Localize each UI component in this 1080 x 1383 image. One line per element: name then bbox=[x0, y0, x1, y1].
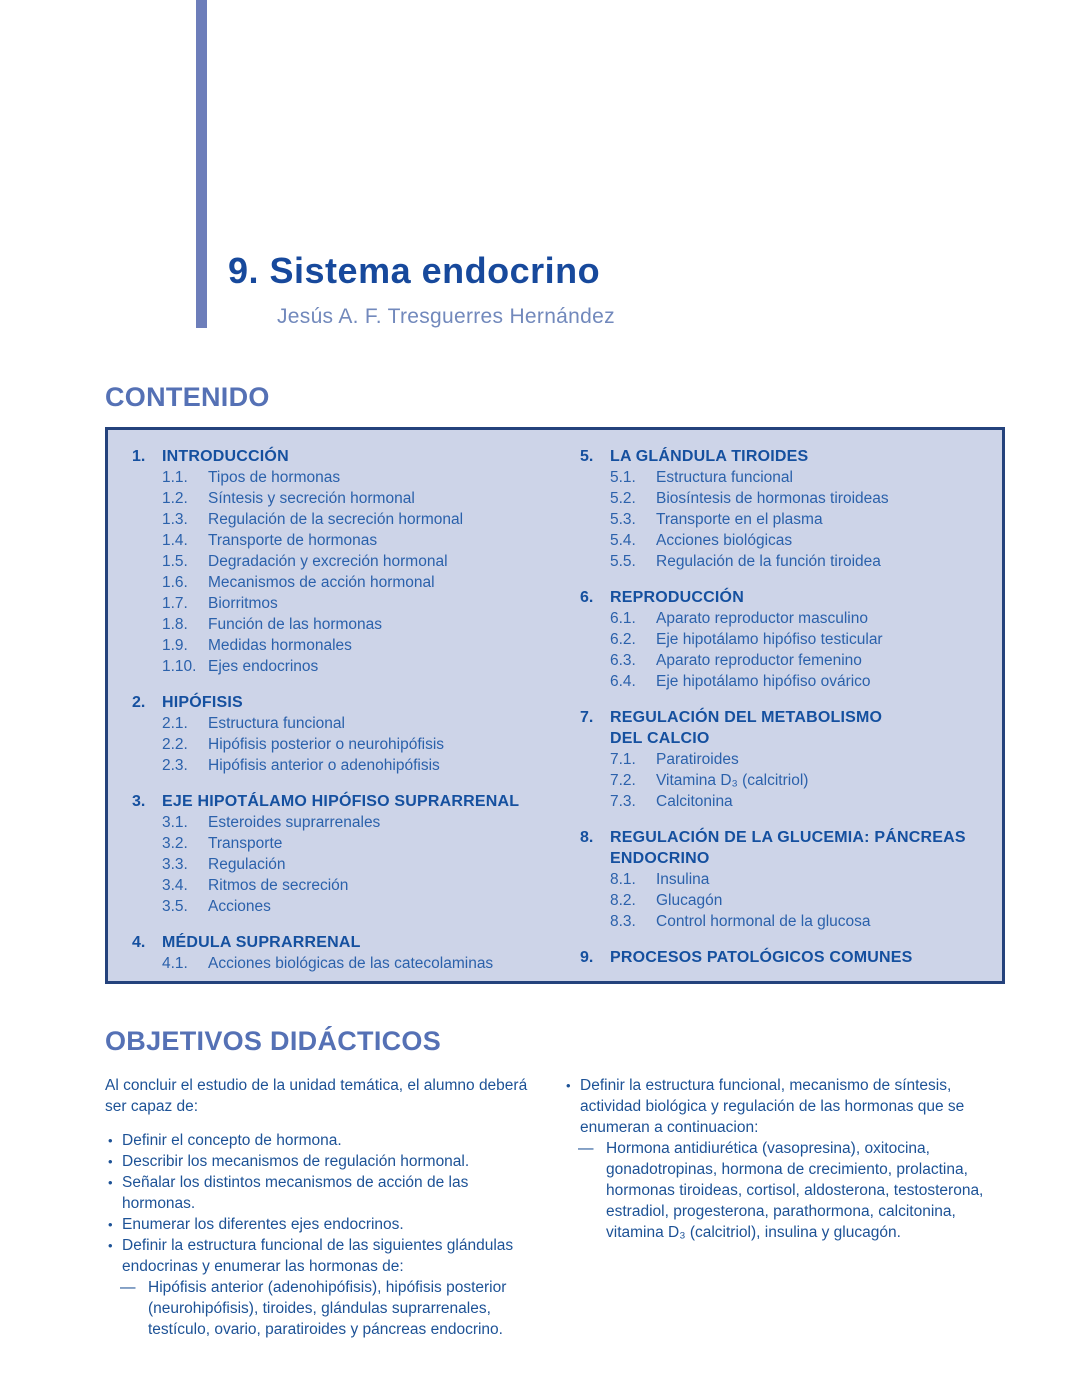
toc-item-label: Tipos de hormonas bbox=[208, 469, 341, 486]
toc-item bbox=[132, 854, 560, 875]
toc-item-label: Paratiroides bbox=[656, 751, 739, 768]
toc-item-label: Aparato reproductor masculino bbox=[656, 610, 868, 627]
toc-item bbox=[132, 509, 560, 530]
toc-item-label: Hipófisis anterior o adenohipófisis bbox=[208, 757, 440, 774]
toc-item-label: Degradación y excreción hormonal bbox=[208, 553, 448, 570]
toc-item-label: Regulación de la secreción hormonal bbox=[208, 511, 464, 528]
objetivos-column-left bbox=[105, 1075, 545, 1340]
toc-item bbox=[580, 509, 988, 530]
toc-item bbox=[132, 812, 560, 833]
toc-section-title: MÉDULA SUPRARRENAL bbox=[162, 934, 361, 951]
toc-item-label: Ritmos de secreción bbox=[208, 877, 349, 894]
toc-item-number: 1.4. bbox=[162, 532, 188, 549]
toc-item-number: 3.2. bbox=[162, 835, 188, 852]
toc-item bbox=[580, 650, 988, 671]
toc-item-number: 2.3. bbox=[162, 757, 188, 774]
toc-item bbox=[580, 530, 988, 551]
toc-section-introduccion bbox=[132, 446, 560, 677]
toc-item-label: Esteroides suprarrenales bbox=[208, 814, 381, 831]
toc-item bbox=[132, 713, 560, 734]
objective-bullet: • Enumerar los diferentes ejes endocrinos. bbox=[108, 1216, 404, 1233]
toc-item-label: Ejes endocrinos bbox=[208, 658, 319, 675]
contenido-heading: CONTENIDO bbox=[105, 382, 270, 412]
toc-item-label: Estructura funcional bbox=[208, 715, 345, 732]
toc-section-number: 3. bbox=[132, 793, 146, 810]
objective-bullet: • Describir los mecanismos de regulación hormonal. bbox=[108, 1153, 470, 1170]
bullet-marker: • bbox=[566, 1078, 571, 1093]
toc-item bbox=[132, 467, 560, 488]
toc-item bbox=[132, 635, 560, 656]
toc-item-label: Biorritmos bbox=[208, 595, 278, 612]
toc-item-number: 3.1. bbox=[162, 814, 188, 831]
toc-item bbox=[580, 488, 988, 509]
toc-section-number: 9. bbox=[580, 949, 594, 966]
toc-section-title: REGULACIÓN DEL METABOLISMO bbox=[610, 709, 883, 726]
toc-item bbox=[580, 770, 988, 791]
toc-item bbox=[580, 911, 988, 932]
toc-section-title-line2: DEL CALCIO bbox=[610, 730, 710, 747]
toc-item-label: Estructura funcional bbox=[656, 469, 793, 486]
toc-item-number: 7.3. bbox=[610, 793, 636, 810]
toc-item-label: Acciones bbox=[208, 898, 271, 915]
toc-item-number: 7.2. bbox=[610, 772, 636, 789]
toc-section-hipofisis bbox=[132, 692, 560, 776]
toc-section-title: LA GLÁNDULA TIROIDES bbox=[610, 448, 809, 465]
bullet-marker: • bbox=[108, 1175, 113, 1190]
toc-item-label: Insulina bbox=[656, 871, 710, 888]
toc-section-number: 5. bbox=[580, 448, 594, 465]
toc-item-number: 6.3. bbox=[610, 652, 636, 669]
toc-item-number: 5.5. bbox=[610, 553, 636, 570]
toc-item bbox=[580, 467, 988, 488]
toc-item-number: 1.10. bbox=[162, 658, 197, 675]
objetivos-section bbox=[105, 1026, 1010, 1340]
toc-item bbox=[132, 551, 560, 572]
toc-item-number: 6.2. bbox=[610, 631, 636, 648]
toc-item-number: 6.1. bbox=[610, 610, 636, 627]
toc-section-metabolismo-calcio bbox=[580, 707, 988, 812]
toc-item-number: 8.3. bbox=[610, 913, 636, 930]
toc-section-reproduccion bbox=[580, 587, 988, 692]
toc-item-number: 2.2. bbox=[162, 736, 188, 753]
toc-item bbox=[132, 833, 560, 854]
toc-item-number: 3.3. bbox=[162, 856, 188, 873]
toc-item-label: Función de las hormonas bbox=[208, 616, 383, 633]
toc-section-number: 6. bbox=[580, 589, 594, 606]
toc-item-number: 1.2. bbox=[162, 490, 188, 507]
contenido-column-left bbox=[132, 446, 568, 972]
toc-section-number: 8. bbox=[580, 829, 594, 846]
contenido-box bbox=[105, 427, 1005, 984]
toc-item bbox=[132, 953, 560, 974]
toc-item-label: Transporte de hormonas bbox=[208, 532, 378, 549]
objective-bullet: • Señalar los distintos mecanismos de acción de las hormonas. bbox=[108, 1174, 469, 1212]
toc-item bbox=[132, 614, 560, 635]
toc-item-number: 5.4. bbox=[610, 532, 636, 549]
toc-section-procesos-patologicos bbox=[580, 947, 988, 968]
toc-item-label: Síntesis y secreción hormonal bbox=[208, 490, 415, 507]
toc-item bbox=[580, 791, 988, 812]
toc-item-number: 8.2. bbox=[610, 892, 636, 909]
toc-item-label: Medidas hormonales bbox=[208, 637, 352, 654]
toc-section-glucemia-pancreas bbox=[580, 827, 988, 932]
toc-item-number: 1.1. bbox=[162, 469, 188, 486]
toc-item bbox=[132, 755, 560, 776]
objetivos-column-right bbox=[563, 1075, 1010, 1340]
toc-item-label: Regulación bbox=[208, 856, 286, 873]
dash-marker: — bbox=[578, 1140, 594, 1157]
toc-item-number: 1.3. bbox=[162, 511, 188, 528]
toc-item-number: 5.3. bbox=[610, 511, 636, 528]
toc-section-number: 2. bbox=[132, 694, 146, 711]
toc-item-label: Control hormonal de la glucosa bbox=[656, 913, 871, 930]
toc-item bbox=[132, 488, 560, 509]
contenido-column-right bbox=[568, 446, 988, 969]
toc-item bbox=[580, 551, 988, 572]
toc-item-number: 7.1. bbox=[610, 751, 636, 768]
objective-bullet: • Definir el concepto de hormona. bbox=[108, 1132, 342, 1149]
toc-item-number: 1.7. bbox=[162, 595, 188, 612]
toc-item-label: Regulación de la función tiroidea bbox=[656, 553, 881, 570]
toc-item bbox=[580, 629, 988, 650]
toc-section-number: 1. bbox=[132, 448, 146, 465]
toc-item-number: 5.1. bbox=[610, 469, 636, 486]
toc-item-label: Eje hipotálamo hipófiso ovárico bbox=[656, 673, 871, 690]
toc-item bbox=[580, 608, 988, 629]
toc-item-label: Transporte en el plasma bbox=[656, 511, 823, 528]
toc-section-title: REPRODUCCIÓN bbox=[610, 589, 744, 606]
bullet-marker: • bbox=[108, 1154, 113, 1169]
toc-item-number: 6.4. bbox=[610, 673, 636, 690]
objective-subitem: — Hormona antidiurética (vasopresina), oxitocina, gonadotropinas, hormona de crecimiento, prolactina, hormonas tiroideas, cortisol, aldosterona, testosterona, estradiol, progesterona, parathormona, calcitonina, vitamina D₃ (calcitriol), insulina y glucagón. bbox=[578, 1140, 984, 1241]
bullet-marker: • bbox=[108, 1133, 113, 1148]
toc-item-number: 2.1. bbox=[162, 715, 188, 732]
toc-item-label: Acciones biológicas bbox=[656, 532, 793, 549]
toc-item bbox=[580, 749, 988, 770]
toc-item-label: Biosíntesis de hormonas tiroideas bbox=[656, 490, 889, 507]
toc-section-number: 7. bbox=[580, 709, 594, 726]
toc-item bbox=[132, 572, 560, 593]
chapter-title: 9. Sistema endocrino bbox=[228, 250, 601, 291]
toc-item-number: 8.1. bbox=[610, 871, 636, 888]
toc-item-label: Vitamina D₃ (calcitriol) bbox=[656, 772, 809, 789]
toc-item bbox=[132, 593, 560, 614]
toc-section-title: PROCESOS PATOLÓGICOS COMUNES bbox=[610, 949, 913, 966]
toc-item bbox=[132, 875, 560, 896]
toc-item-label: Transporte bbox=[208, 835, 283, 852]
dash-marker: — bbox=[120, 1279, 136, 1296]
bullet-marker: • bbox=[108, 1238, 113, 1253]
toc-item-label: Acciones biológicas de las catecolaminas bbox=[208, 955, 494, 972]
toc-item-number: 1.6. bbox=[162, 574, 188, 591]
toc-item-label: Hipófisis posterior o neurohipófisis bbox=[208, 736, 445, 753]
toc-section-title: REGULACIÓN DE LA GLUCEMIA: PÁNCREAS bbox=[610, 829, 966, 846]
toc-item bbox=[580, 890, 988, 911]
toc-item-number: 3.4. bbox=[162, 877, 188, 894]
toc-section-medula-suprarrenal bbox=[132, 932, 560, 974]
objetivos-heading: OBJETIVOS DIDÁCTICOS bbox=[105, 1026, 442, 1056]
toc-item bbox=[132, 896, 560, 917]
toc-item-label: Eje hipotálamo hipófiso testicular bbox=[656, 631, 883, 648]
toc-item-number: 3.5. bbox=[162, 898, 188, 915]
toc-section-title: EJE HIPOTÁLAMO HIPÓFISO SUPRARRENAL bbox=[162, 793, 520, 810]
toc-item bbox=[580, 671, 988, 692]
toc-item-number: 1.9. bbox=[162, 637, 188, 654]
toc-item bbox=[132, 530, 560, 551]
objective-bullet: • Definir la estructura funcional, mecanismo de síntesis, actividad biológica y regulación de las hormonas que se enumeran a continuacion: bbox=[566, 1077, 965, 1136]
toc-section-tiroides bbox=[580, 446, 988, 572]
bullet-marker: • bbox=[108, 1217, 113, 1232]
toc-item-number: 1.5. bbox=[162, 553, 188, 570]
toc-section-title: INTRODUCCIÓN bbox=[162, 448, 289, 465]
chapter-author: Jesús A. F. Tresguerres Hernández bbox=[277, 305, 615, 328]
toc-item-number: 1.8. bbox=[162, 616, 188, 633]
toc-section-eje-suprarrenal bbox=[132, 791, 560, 917]
toc-item bbox=[580, 869, 988, 890]
toc-item-label: Calcitonina bbox=[656, 793, 733, 810]
toc-item-label: Glucagón bbox=[656, 892, 723, 909]
toc-item bbox=[132, 734, 560, 755]
objective-bullet: • Definir la estructura funcional de las siguientes glándulas endocrinas y enumerar las hormonas de: bbox=[108, 1237, 514, 1275]
chapter-accent-bar bbox=[196, 0, 207, 328]
toc-item-number: 4.1. bbox=[162, 955, 188, 972]
objetivos-intro: Al concluir el estudio de la unidad temática, el alumno deberá ser capaz de: bbox=[105, 1077, 528, 1115]
toc-item bbox=[132, 656, 560, 677]
objective-subitem: — Hipófisis anterior (adenohipófisis), hipófisis posterior (neurohipófisis), tiroides, glándulas suprarrenales, testículo, ovario, paratiroides y páncreas endocrino. bbox=[120, 1279, 507, 1338]
toc-section-number: 4. bbox=[132, 934, 146, 951]
toc-section-title-line2: ENDOCRINO bbox=[610, 850, 710, 867]
toc-item-label: Mecanismos de acción hormonal bbox=[208, 574, 435, 591]
toc-section-title: HIPÓFISIS bbox=[162, 694, 243, 711]
toc-item-label: Aparato reproductor femenino bbox=[656, 652, 862, 669]
toc-item-number: 5.2. bbox=[610, 490, 636, 507]
